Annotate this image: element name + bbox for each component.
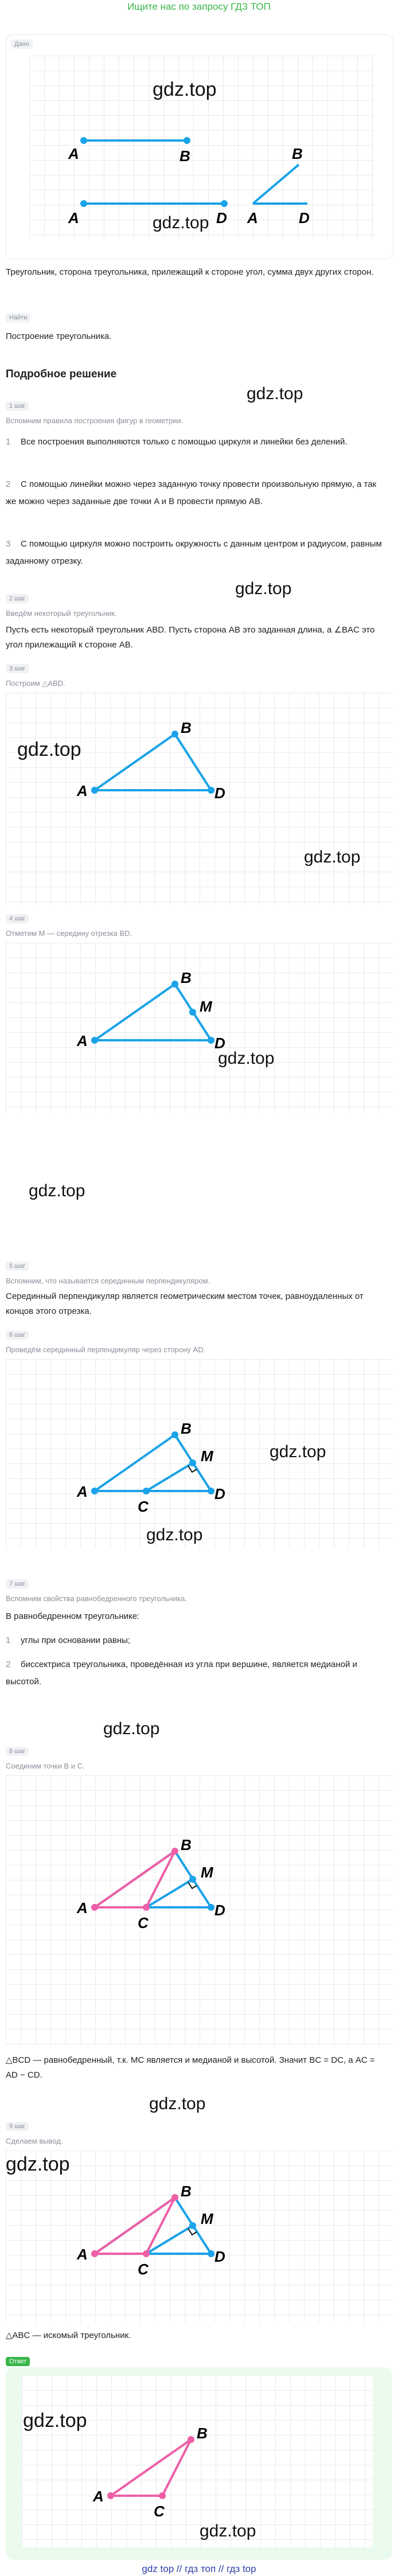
point-a (91, 1488, 98, 1494)
step2-intro: Введём некоторый треугольник. (6, 609, 117, 618)
step1-intro: Вспомним правила построения фигур в геометрии. (6, 416, 184, 425)
label-b: B (181, 1420, 192, 1437)
label-a2: A (68, 209, 79, 227)
step7-text: В равнобедренном треугольнике: (6, 1611, 140, 1621)
step3-label: 3 шаг (6, 664, 29, 673)
watermark: gdz.top (304, 848, 361, 867)
point-b1 (184, 137, 190, 144)
step4-svg (6, 943, 392, 1113)
list-number: 2 (6, 1660, 11, 1669)
point-a1 (80, 137, 87, 144)
label-d: D (214, 2248, 225, 2265)
step8-svg (6, 1775, 392, 2045)
step5-label: 5 шаг (6, 1262, 29, 1271)
label-b: B (181, 969, 192, 986)
point-d (208, 1488, 214, 1494)
watermark: gdz.top (6, 2153, 70, 2175)
step6-svg (6, 1359, 392, 1548)
watermark: gdz.top (153, 213, 209, 232)
step3-intro: Построим △ABD. (6, 679, 65, 688)
step8-figure (6, 1775, 392, 2045)
step9-svg (6, 2150, 392, 2323)
label-a: A (77, 1483, 88, 1500)
watermark: gdz.top (235, 579, 292, 598)
point-b (171, 1848, 178, 1855)
label-b1: B (180, 147, 190, 165)
label-d: D (214, 1485, 225, 1502)
answer-svg (22, 2375, 373, 2547)
label-d: D (214, 784, 225, 802)
list-text: С помощью циркуля можно построить окружность с данным центром и радиусом, равным заданному отрезку. (6, 539, 382, 566)
step2-text: Пусть есть некоторый треугольник ABD. Пусть сторона AB это заданная длина, а ∠BAC это угол прилежащий к стороне AB. (6, 625, 375, 650)
point-m (189, 1459, 196, 1466)
watermark: gdz.top (247, 384, 303, 403)
point-m (189, 1009, 196, 1016)
answer-panel (6, 2367, 392, 2560)
list-number: 3 (6, 539, 11, 549)
point-d (208, 1904, 214, 1911)
triangle-abc (95, 2198, 175, 2254)
label-b3: B (292, 145, 303, 162)
step1-label: 1 шаг (6, 401, 29, 411)
label-a3: A (247, 209, 258, 227)
label-d: D (214, 1035, 225, 1052)
label-m: M (200, 998, 212, 1015)
point-a (91, 1904, 98, 1911)
step6-label: 6 шаг (6, 1330, 29, 1340)
step7-intro: Вспомним свойства равнобедренного треугольника. (6, 1594, 187, 1603)
step7-item-1 (6, 1632, 384, 1649)
find-label: Найти (6, 313, 30, 322)
step2-label: 2 шаг (6, 594, 29, 603)
step9-label: 9 шаг (6, 2122, 29, 2131)
watermark: gdz.top (200, 2522, 256, 2540)
label-a: A (77, 1899, 88, 1917)
step7-item-2 (6, 1656, 384, 1691)
list-number: 1 (6, 437, 11, 447)
label-c: C (154, 2503, 165, 2520)
step8-intro: Соединим точки B и C. (6, 1762, 85, 1770)
watermark: gdz.top (17, 739, 81, 760)
list-text: углы при основании равны; (21, 1636, 131, 1645)
step1-item-2 (6, 476, 384, 510)
watermark: gdz.top (146, 1525, 203, 1544)
step4-figure (6, 943, 392, 1113)
label-a1: A (68, 145, 79, 162)
step8-text: △BCD — равнобедренный, т.к. MC является и медианой и высотой. Значит BC = DC, а AC = AD − CD. (6, 2055, 375, 2080)
step7-label: 7 шаг (6, 1579, 29, 1588)
label-a: A (77, 1032, 88, 1049)
step3-figure (6, 693, 392, 905)
given-text: Треугольник, сторона треугольника, прилежащий к стороне угол, сумма двух других сторон. (6, 267, 374, 277)
label-d2: D (216, 209, 227, 227)
watermark: gdz.top (103, 1719, 160, 1738)
given-box (6, 34, 393, 259)
given-label: Дано (11, 40, 33, 49)
watermark: gdz.top (23, 2410, 87, 2431)
label-d: D (214, 1902, 225, 1919)
point-d (208, 2250, 214, 2257)
step8-label: 8 шаг (6, 1747, 29, 1756)
answer-label: Ответ (6, 2357, 30, 2366)
point-d (208, 1037, 214, 1044)
label-a: A (93, 2488, 104, 2505)
point-a (91, 787, 98, 794)
watermark: gdz.top (218, 1049, 275, 1068)
label-m: M (201, 1447, 213, 1465)
perpendicular-mc (146, 1463, 193, 1491)
search-hint-link[interactable]: Ищите нас по запросу ГДЗ ТОП (127, 1, 271, 12)
step1-item-1 (6, 434, 384, 451)
point-b (171, 731, 178, 737)
point-d (208, 787, 214, 794)
point-c (143, 2250, 150, 2257)
triangle-abd (95, 734, 211, 790)
point-b (188, 2436, 194, 2443)
solution-title: Подробное решение (6, 368, 117, 380)
point-m (189, 2222, 196, 2229)
step9-figure (6, 2150, 392, 2323)
point-b (171, 981, 178, 988)
point-d2 (221, 200, 228, 207)
point-m (189, 1876, 196, 1883)
point-b (171, 1431, 178, 1438)
step6-figure (6, 1359, 392, 1548)
point-c (143, 1488, 150, 1494)
step5-intro: Вспомним, что называется серединным перпендикуляром. (6, 1277, 210, 1285)
label-a: A (77, 2246, 88, 2263)
list-number: 1 (6, 1636, 11, 1645)
footer-links[interactable]: gdz top // гдз топ // гдз top (142, 2563, 256, 2574)
label-m: M (201, 2210, 213, 2227)
step4-label: 4 шаг (6, 914, 29, 923)
step4-intro: Отметим M — середину отрезка BD. (6, 929, 132, 938)
find-text: Построение треугольника. (6, 331, 112, 341)
step3-svg (6, 693, 392, 905)
point-a (91, 2250, 98, 2257)
point-c (159, 2492, 166, 2499)
list-number: 2 (6, 479, 11, 489)
point-a2 (80, 200, 87, 207)
step9-text: △ABC — искомый треугольник. (6, 2331, 131, 2340)
label-b: B (181, 2183, 192, 2200)
point-a (107, 2492, 114, 2499)
watermark: gdz.top (149, 2094, 206, 2113)
step5-text: Серединный перпендикуляр является геометрическим местом точек, равноудаленных от концов этого отрезка. (6, 1291, 364, 1316)
answer-figure (22, 2375, 373, 2547)
label-a: A (77, 782, 88, 799)
step9-intro: Сделаем вывод. (6, 2137, 63, 2145)
step1-item-3 (6, 536, 384, 570)
list-text: Все построения выполняются только с помощью циркуля и линейки без делений. (21, 437, 348, 447)
label-m: M (201, 1864, 213, 1881)
watermark: gdz.top (153, 79, 217, 100)
label-b: B (181, 719, 192, 736)
watermark: gdz.top (270, 1442, 326, 1461)
step6-intro: Проведём серединный перпендикуляр через сторону AD. (6, 1345, 206, 1354)
label-c: C (138, 1498, 149, 1515)
angle-ray-2 (253, 165, 299, 204)
point-c (143, 1904, 150, 1911)
list-text: С помощью линейки можно через заданную точку провести произвольную прямую, а так же можно через заданные две точки A и B провести прямую AB. (6, 479, 377, 506)
label-b: B (181, 1836, 192, 1853)
list-text: биссектриса треугольника, проведённая из угла при вершине, является медианой и высотой. (6, 1660, 357, 1687)
label-d3: D (299, 209, 310, 227)
label-c: C (138, 1914, 149, 1931)
triangle-abc (95, 1851, 175, 1907)
point-b (171, 2194, 178, 2201)
given-figure (29, 56, 373, 239)
triangle-abc (111, 2440, 191, 2496)
watermark: gdz.top (29, 1181, 85, 1200)
label-b: B (197, 2425, 208, 2442)
point-a (91, 1037, 98, 1044)
label-c: C (138, 2261, 149, 2278)
